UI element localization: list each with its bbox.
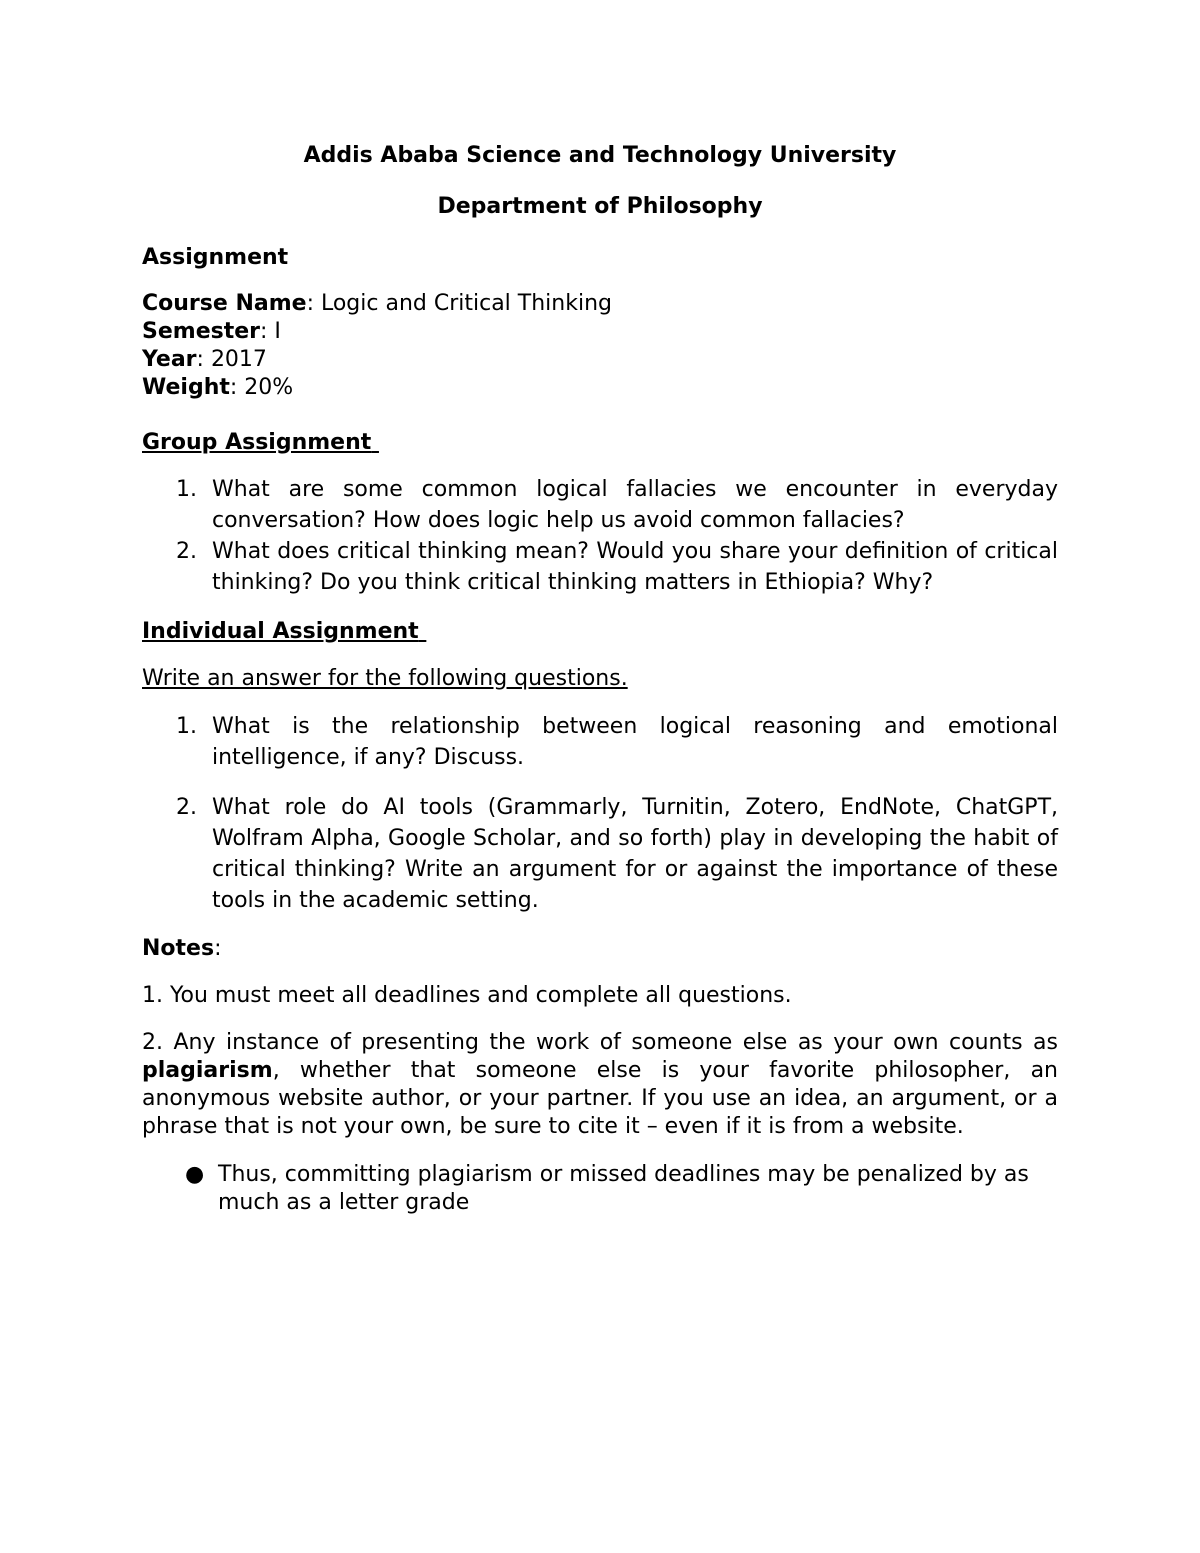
university-name: Addis Ababa Science and Technology University	[303, 143, 897, 168]
year-value: 2017	[210, 347, 267, 372]
individual-assignment-heading: Individual Assignment	[142, 619, 419, 644]
group-question-2: 2. What does critical thinking mean? Would you share your definition of critical thinking? Do you think critical thinking matters in Ethiopia? Why?	[176, 539, 1058, 595]
course-name-value: Logic and Critical Thinking	[320, 291, 612, 316]
individual-instruction: Write an answer for the following questions.	[142, 666, 628, 691]
individual-question-2: 2. What role do AI tools (Grammarly, Turnitin, Zotero, EndNote, ChatGPT, Wolfram Alpha, Google Scholar, and so forth) play in developing the habit of critical thinking? Write an argument for or against the importance of these tools in the academic setting.	[176, 795, 1058, 913]
course-name-line: Course Name: Logic and Critical Thinking	[142, 291, 612, 316]
year-line: Year: 2017	[142, 347, 267, 372]
individual-question-list	[142, 711, 1058, 916]
notes-heading: Notes:	[142, 936, 222, 961]
group-assignment-heading: Group Assignment	[142, 430, 372, 455]
weight-value: 20%	[244, 375, 294, 400]
course-name-label: Course Name	[142, 291, 307, 316]
department-name: Department of Philosophy	[437, 194, 763, 219]
note-1: 1. You must meet all deadlines and complete all questions.	[142, 983, 792, 1008]
bullet-item: ● Thus, committing plagiarism or missed deadlines may be penalized by as much as a letter grade	[185, 1162, 1029, 1215]
group-question-1: 1. What are some common logical fallacies we encounter in everyday conversation? How does logic help us avoid common fallacies?	[176, 477, 1058, 533]
weight-line: Weight: 20%	[142, 375, 294, 400]
weight-label: Weight	[142, 375, 230, 400]
document-page	[142, 138, 1058, 1217]
group-question-list	[142, 474, 1058, 598]
plagiarism-term: plagiarism	[142, 1058, 273, 1083]
assignment-heading: Assignment	[142, 245, 289, 270]
individual-question-1: 1. What is the relationship between logical reasoning and emotional intelligence, if any? Discuss.	[176, 714, 1058, 770]
course-meta	[142, 290, 1058, 402]
semester-label: Semester	[142, 319, 260, 344]
bullet-icon: ●	[185, 1162, 205, 1187]
note-2: 2. Any instance of presenting the work of someone else as your own counts as plagiarism, whether that someone else is your favorite philosopher, an anonymous website author, or your partner. If you use an idea, an argument, or a phrase that is not your own, be sure to cite it – even if it is from a website.	[142, 1030, 1058, 1139]
semester-value: I	[274, 319, 281, 344]
semester-line: Semester: I	[142, 319, 281, 344]
year-label: Year	[142, 347, 197, 372]
notes-bullet-list	[142, 1161, 1058, 1217]
